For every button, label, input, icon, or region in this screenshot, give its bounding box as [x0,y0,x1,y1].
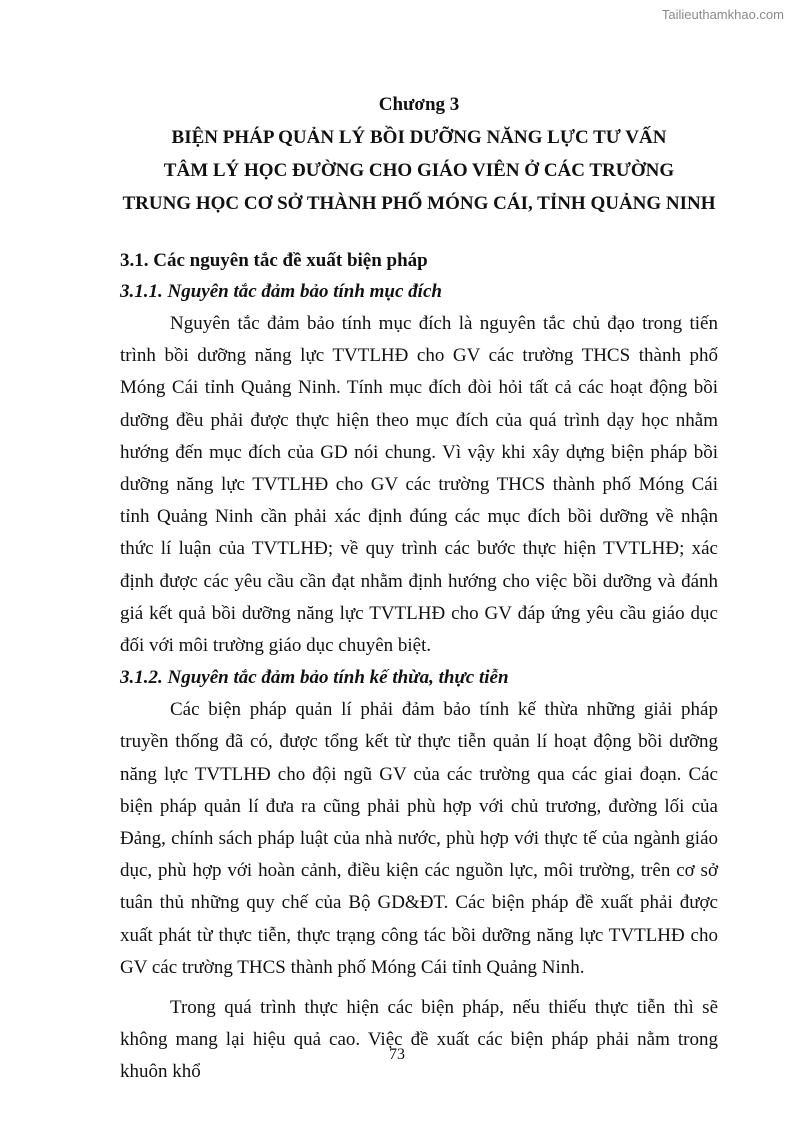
chapter-title-line: BIỆN PHÁP QUẢN LÝ BỒI DƯỠNG NĂNG LỰC TƯ VẤN [171,127,667,148]
chapter-label: Chương 3 [378,94,460,115]
paragraph: Trong quá trình thực hiện các biện pháp, nếu thiếu thực tiễn thì sẽ không mang lại hiệu quả cao. Việc đề xuất các biện pháp phải nằm trong khuôn khổ [120,997,718,1083]
chapter-title-line: TÂM LÝ HỌC ĐƯỜNG CHO GIÁO VIÊN Ở CÁC TRƯỜNG [163,160,675,181]
watermark: Tailieuthamkhao.com [661,7,784,22]
section-heading-3-1-2: 3.1.2. Nguyên tắc đảm bảo tính kế thừa, thực tiễn [120,667,509,689]
paragraph: Nguyên tắc đảm bảo tính mục đích là nguyên tắc chủ đạo trong tiến trình bồi dưỡng năng lực TVTLHĐ cho GV các trường THCS thành phố Móng Cái tỉnh Quảng Ninh. Tính mục đích đòi hỏi tất cả các hoạt động bồi dưỡng đều phải được thực hiện theo mục đích của quá trình dạy học nhằm hướng đến mục đích của GD nói chung. Vì vậy khi xây dựng biện pháp bồi dưỡng năng lực TVTLHĐ cho GV các trường THCS thành phố Móng Cái tỉnh Quảng Ninh cần phải xác định đúng các mục đích bồi dưỡng về nhận thức lí luận của TVTLHĐ; về quy trình các bước thực hiện TVTLHĐ; xác định được các yêu cầu cần đạt nhằm định hướng cho việc bồi dưỡng và đánh giá kết quả bồi dưỡng năng lực TVTLHĐ cho GV đáp ứng yêu cầu giáo dục đối với môi trường giáo dục chuyên biệt. [120,313,718,657]
section-heading-3-1: 3.1. Các nguyên tắc đề xuất biện pháp [120,250,428,271]
paragraph: Các biện pháp quản lí phải đảm bảo tính kế thừa những giải pháp truyền thống đã có, được tổng kết từ thực tiễn quản lí hoạt động bồi dưỡng năng lực TVTLHĐ cho đội ngũ GV của các trường qua các giai đoạn. Các biện pháp quản lí đưa ra cũng phải phù hợp với chủ trương, đường lối của Đảng, chính sách pháp luật của nhà nước, phù hợp với thực tế của ngành giáo dục, phù hợp với hoàn cảnh, điều kiện các nguồn lực, môi trường, trên cơ sở tuân thủ những quy chế của Bộ GD&ĐT. Các biện pháp đề xuất phải được xuất phát từ thực tiễn, thực trạng công tác bồi dưỡng năng lực TVTLHĐ cho GV các trường THCS thành phố Móng Cái tỉnh Quảng Ninh. [120,699,718,978]
section-heading-3-1-1: 3.1.1. Nguyên tắc đảm bảo tính mục đích [120,281,442,302]
chapter-title [120,88,718,220]
page-number: 73 [389,1046,405,1063]
chapter-title-line: TRUNG HỌC CƠ SỞ THÀNH PHỐ MÓNG CÁI, TỈNH QUẢNG NINH [122,193,716,214]
page-body [120,88,718,1089]
